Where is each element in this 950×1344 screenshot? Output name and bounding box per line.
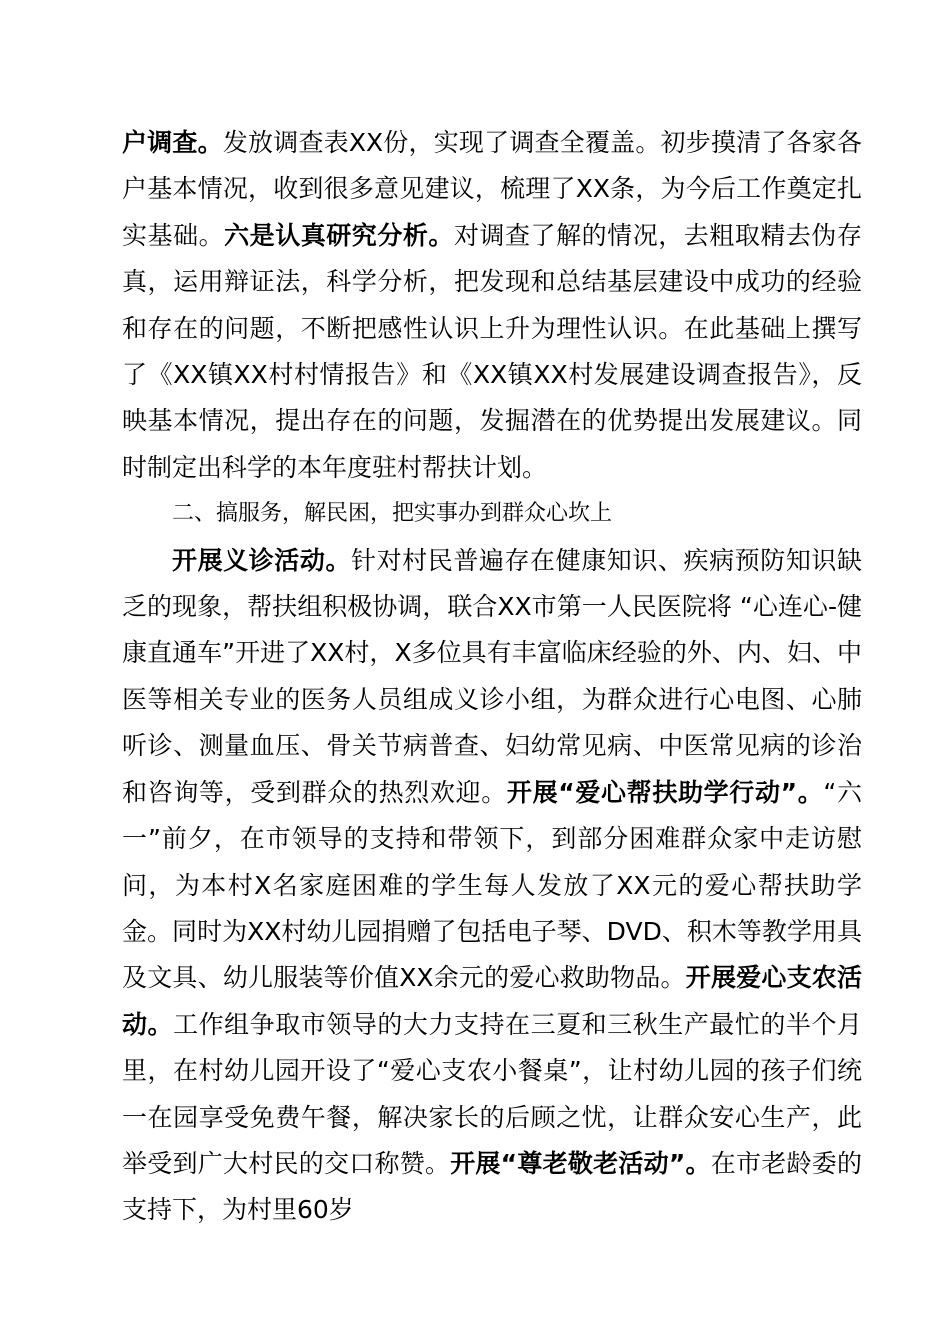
body-text: 工作组争取市领导的大力支持在三夏和三秋生产最忙的半个月里，在村幼儿园开设了“爱心支农小餐桌”，让村幼儿园的孩子们统一在园享受免费午餐，解决家长的后顾之忧，让群众安心生产，此举受到广大村民的交口称赞。 bbox=[122, 1009, 862, 1178]
bold-phrase: 开展“爱心帮扶助学行动”。 bbox=[506, 777, 824, 807]
body-text: 在市老龄委的支持下，为村里60岁 bbox=[122, 1148, 862, 1225]
section-heading-text: 二、搞服务，解民困，把实事办到群众心坎上 bbox=[172, 501, 613, 527]
bold-phrase: 户调查。 bbox=[122, 128, 223, 157]
body-text: 针对村民普遍存在健康知识、疾病预防知识缺乏的现象，帮扶组积极协调，联合XX市第一人民医院将 “心连心-健康直通车”开进了XX村，X多位具有丰富临床经验的外、内、妇、中医等相关专业的医务人员组成义诊小组，为群众进行心电图、心肺听诊、测量血压、骨关节病普查、妇幼常见病、中医常见病的诊治和咨询等，受到群众的热烈欢迎。 bbox=[122, 545, 862, 807]
body-text: 发放调查表XX份，实现了调查全覆盖。初步摸清了各家各户基本情况，收到很多意见建议，梳理了XX条，为今后工作奠定扎实基础。 bbox=[122, 128, 862, 250]
paragraph-service-activities bbox=[122, 538, 862, 1234]
bold-phrase: 六是认真研究分析。 bbox=[224, 220, 454, 250]
paragraph-survey-analysis bbox=[122, 120, 862, 491]
body-text: 对调查了解的情况，去粗取精去伪存真，运用辩证法，科学分析，把发现和总结基层建设中成功的经验和存在的问题，不断把感性认识上升为理性认识。在此基础上撰写了《XX镇XX村村情报告》和《XX镇XX村发展建设调查报告》，反映基本情况，提出存在的问题，发掘潜在的优势提出发展建议。同时制定出科学的本年度驻村帮扶计划。 bbox=[122, 220, 862, 482]
bold-phrase: 开展“尊老敬老活动”。 bbox=[450, 1148, 711, 1178]
section-heading bbox=[122, 491, 862, 537]
document-body bbox=[122, 120, 862, 1234]
body-text: “六一”前夕，在市领导的支持和带领下，到部分困难群众家中走访慰问，为本村X名家庭困难的学生每人发放了XX元的爱心帮扶助学金。同时为XX村幼儿园捐赠了包括电子琴、DVD、积木等教学用具及文具、幼儿服装等价值XX余元的爱心救助物品。 bbox=[122, 777, 862, 993]
bold-phrase: 开展义诊活动。 bbox=[172, 545, 352, 575]
bold-phrase: 开展爱心支农活动。 bbox=[122, 963, 862, 1039]
